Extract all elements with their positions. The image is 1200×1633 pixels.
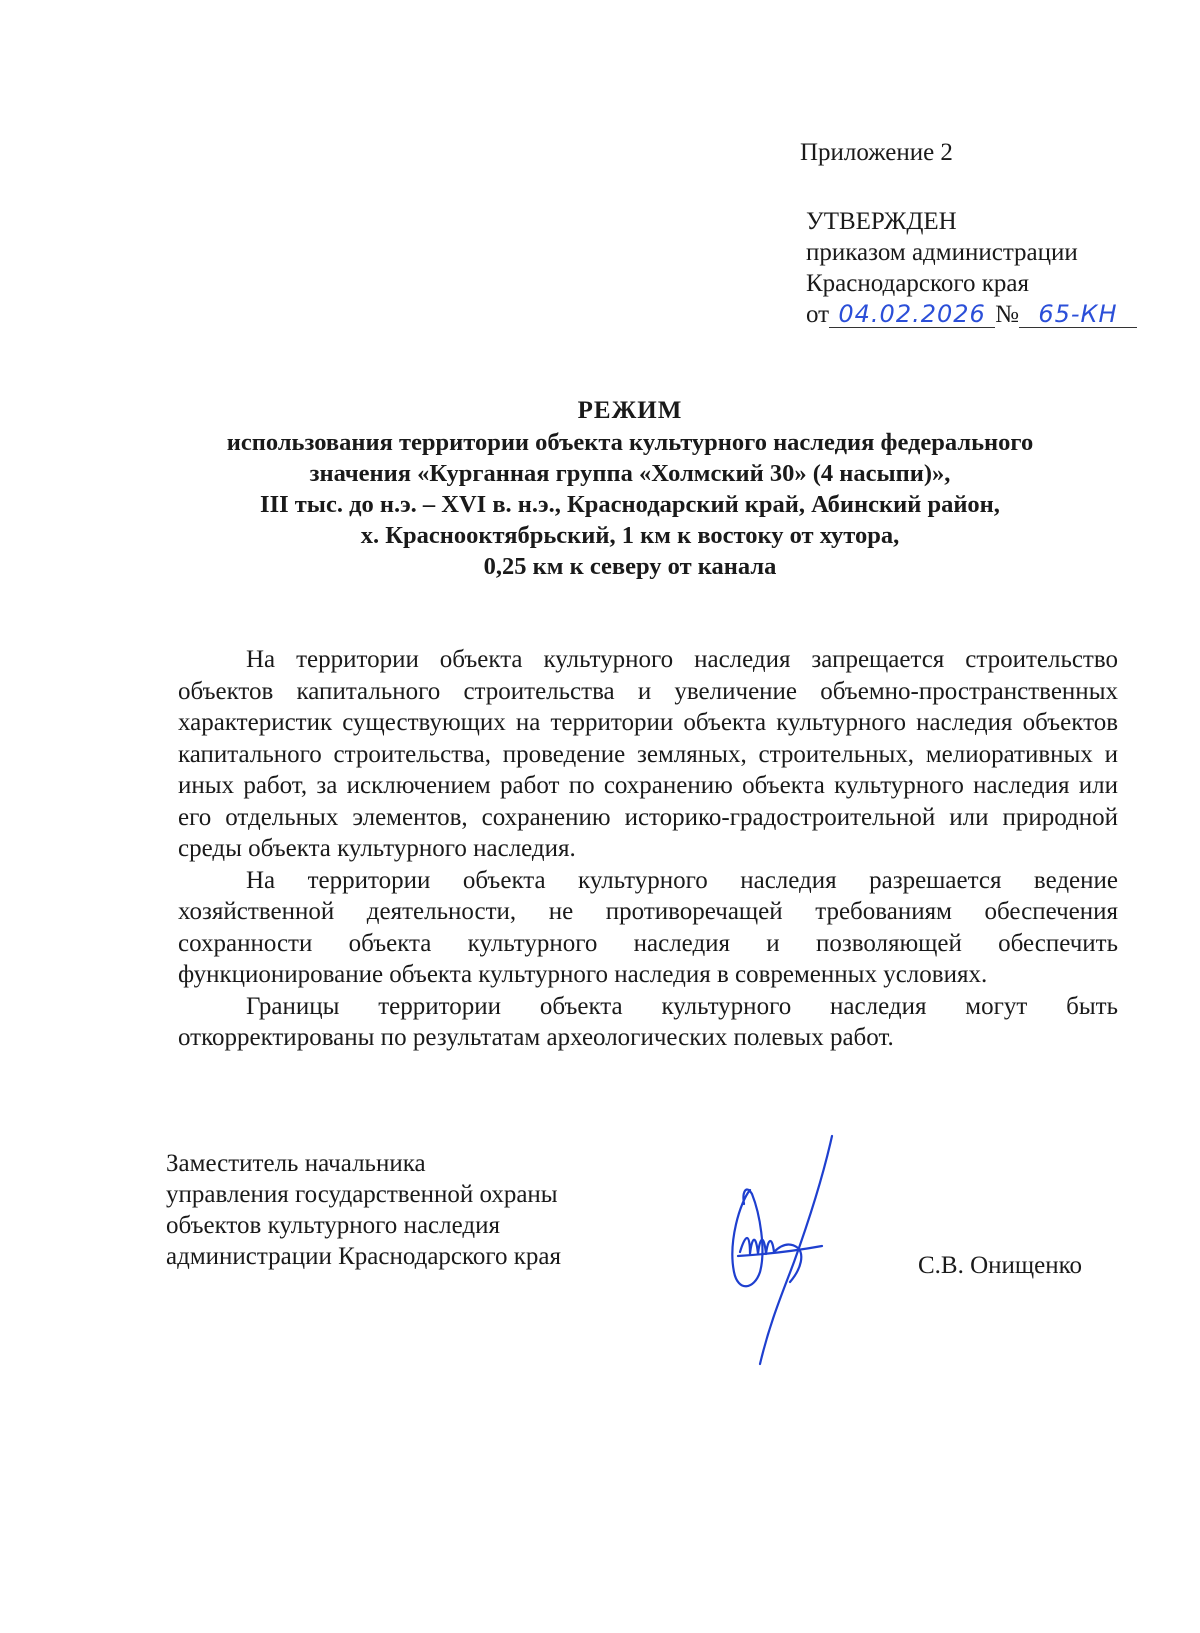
number-blank (1019, 302, 1137, 328)
paragraph-prohibition: На территории объекта культурного наследия запрещается строительство объектов капитального строительства и увеличение объемно-пространственных характеристик существующих на территории объекта культурного наследия объектов капитального строительства, проведение земляных, строительных, мелиоративных и иных работ, за исключением работ по сохранению объекта культурного наследия или его отдельных элементов, сохранению историко-градостроительной или природной среды объекта культурного наследия. (178, 646, 1118, 862)
order-date-number-line (806, 299, 1137, 330)
signer-title-line-3: объектов культурного наследия (166, 1212, 500, 1239)
date-prefix: от (806, 301, 830, 328)
handwritten-number: 65-КН (1038, 300, 1118, 328)
title-line-5: 0,25 км к северу от канала (483, 553, 777, 580)
paragraph-boundaries: Границы территории объекта культурного наследия могут быть откорректированы по результатам археологических полевых работ. (178, 992, 1118, 1051)
approval-line-1: приказом администрации (806, 239, 1078, 266)
title-line-2: значения «Курганная группа «Холмский 30» (4 насыпи)», (309, 460, 951, 487)
annex-label: Приложение 2 (800, 139, 953, 166)
date-blank (829, 302, 995, 328)
title-line-1: использования территории объекта культурного наследия федерального (226, 429, 1034, 456)
document-title (140, 395, 1120, 582)
title-heading: РЕЖИМ (577, 397, 683, 424)
handwritten-signature (720, 1132, 900, 1372)
document-body (178, 644, 1118, 1054)
title-line-3: III тыс. до н.э. – XVI в. н.э., Краснодарский край, Абинский район, (260, 491, 1000, 518)
signer-title-line-4: администрации Краснодарского края (166, 1243, 562, 1270)
paragraph-permission: На территории объекта культурного наследия разрешается ведение хозяйственной деятельности, не противоречащей требованиям обеспечения сохранности объекта культурного наследия и позволяющей обеспечить функционирование объекта культурного наследия в современных условиях. (178, 866, 1118, 988)
handwritten-date: 04.02.2026 (838, 300, 986, 328)
signature-drawing (720, 1132, 900, 1372)
signer-title-line-1: Заместитель начальника (166, 1150, 426, 1177)
signer-name: С.В. Онищенко (918, 1252, 1083, 1279)
approval-line-2: Краснодарского края (806, 270, 1029, 297)
signer-position (166, 1148, 561, 1272)
approval-block (806, 206, 1137, 330)
approval-status: УТВЕРЖДЕН (806, 208, 957, 235)
title-line-4: х. Краснооктябрьский, 1 км к востоку от хутора, (360, 522, 900, 549)
signer-title-line-2: управления государственной охраны (166, 1181, 558, 1208)
number-prefix: № (995, 301, 1019, 328)
